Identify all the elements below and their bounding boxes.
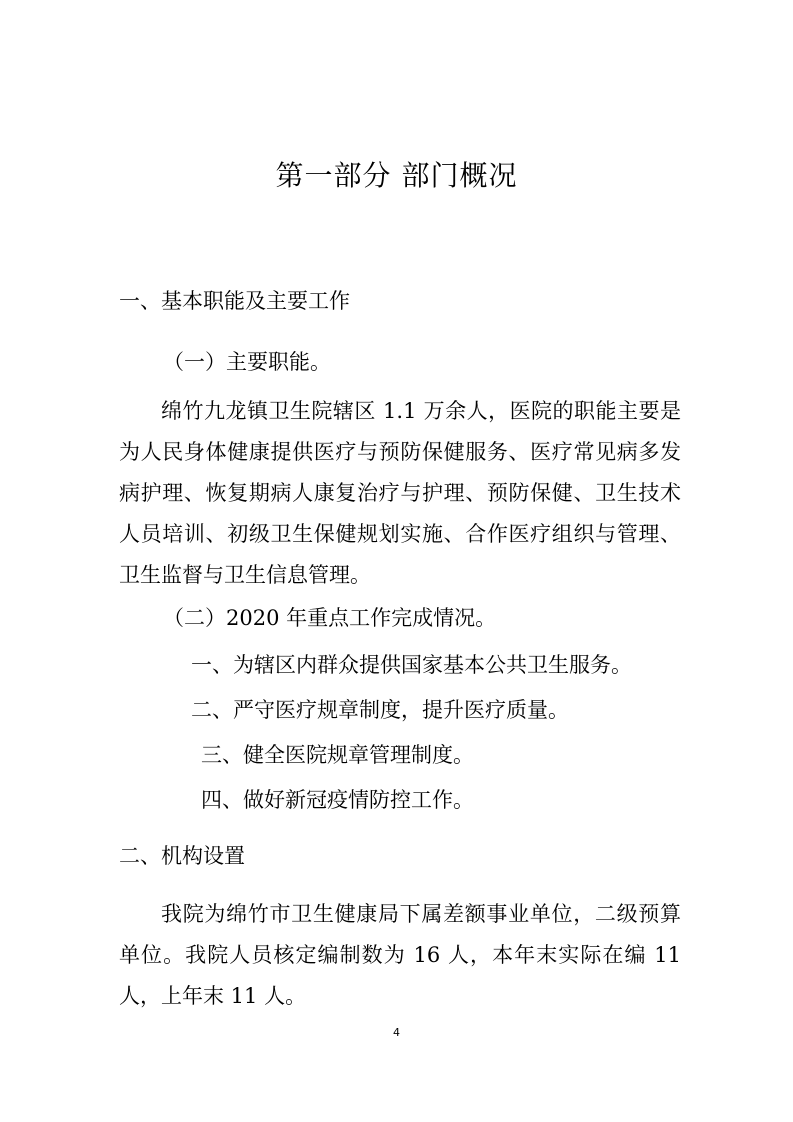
page-title: 第一部分 部门概况: [275, 159, 518, 192]
section-heading-organization: 二、机构设置: [119, 844, 245, 868]
key-work-item-1: 一、为辖区内群众提供国家基本公共卫生服务。: [191, 653, 632, 677]
page-number: 4: [393, 1026, 400, 1039]
key-work-item-4: 四、做好新冠疫情防控工作。: [201, 788, 474, 812]
key-work-item-2: 二、严守医疗规章制度，提升医疗质量。: [191, 698, 569, 722]
organization-paragraph: 我院为绵竹市卫生健康局下属差额事业单位，二级预算单位。我院人员核定编制数为 16 人，本年末实际在编 11 人，上年末 11 人。: [119, 902, 681, 1008]
subsection-heading-key-work-2020: （二）2020 年重点工作完成情况。: [163, 606, 497, 630]
section-heading-basic-functions: 一、基本职能及主要工作: [119, 289, 350, 313]
key-work-item-3: 三、健全医院规章管理制度。: [201, 743, 474, 767]
subsection-heading-main-functions: （一）主要职能。: [163, 350, 331, 374]
main-functions-paragraph: 绵竹九龙镇卫生院辖区 1.1 万余人，医院的职能主要是为人民身体健康提供医疗与预防保健服务、医疗常见病多发病护理、恢复期病人康复治疗与护理、预防保健、卫生技术人员培训、初级卫生保健规划实施、合作医疗组织与管理、卫生监督与卫生信息管理。: [119, 399, 681, 587]
